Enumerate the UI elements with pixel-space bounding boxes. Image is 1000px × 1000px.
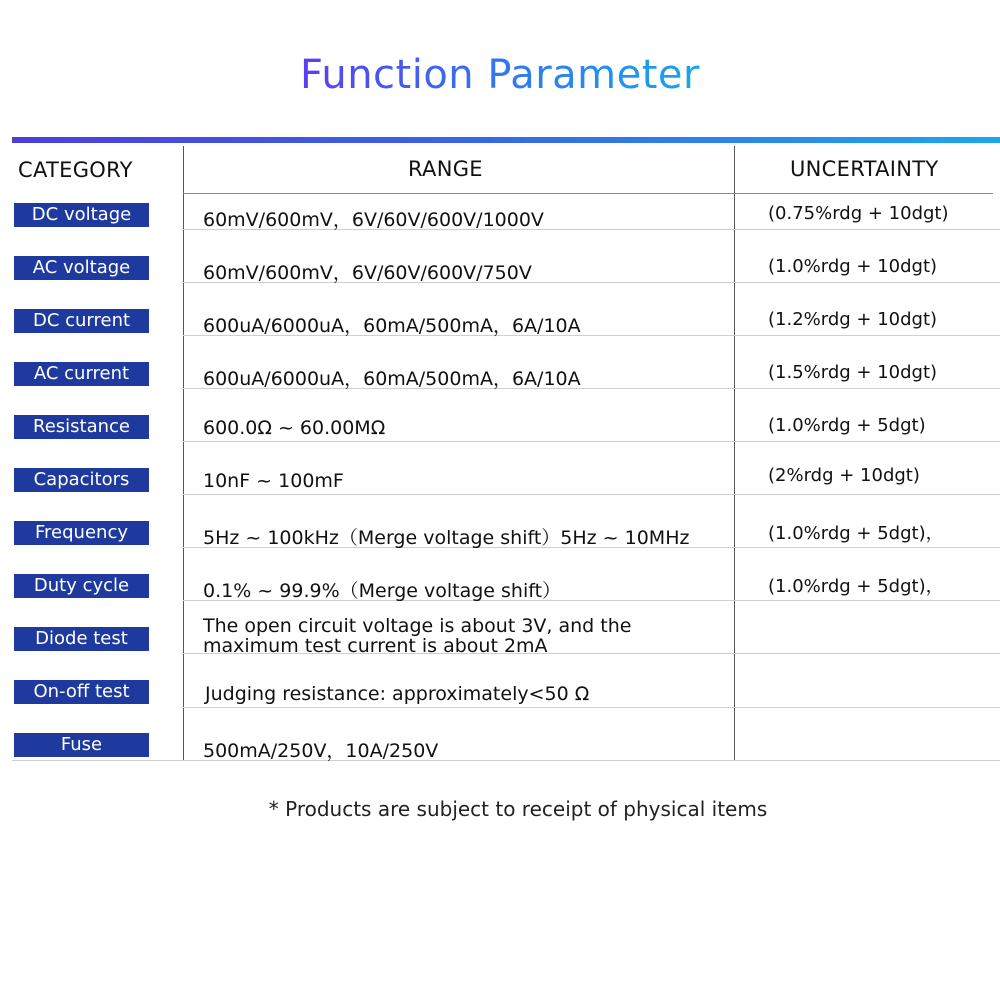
uncertainty-dc-voltage: (0.75%rdg + 10dgt) (768, 203, 949, 224)
column-divider-1 (183, 146, 184, 760)
range-ac-voltage: 60mV/600mV，6V/60V/600V/750V (203, 262, 532, 284)
uncertainty-frequency: (1.0%rdg + 5dgt)， (768, 523, 944, 544)
range-diode-test-line-2: maximum test current is about 2mA (203, 635, 548, 657)
uncertainty-resistance: (1.0%rdg + 5dgt) (768, 415, 926, 436)
uncertainty-dc-current: (1.2%rdg + 10dgt) (768, 309, 938, 330)
range-ac-current: 600uA/6000uA，60mA/500mA，6A/10A (203, 368, 581, 390)
category-label-resistance: Resistance (14, 415, 149, 439)
category-label-diode-test: Diode test (14, 627, 149, 651)
range-dc-current: 600uA/6000uA，60mA/500mA，6A/10A (203, 315, 581, 337)
row-separator (183, 707, 1000, 708)
page-title: Function Parameter (300, 52, 700, 98)
range-dc-voltage: 60mV/600mV，6V/60V/600V/1000V (203, 209, 544, 231)
range-capacitors: 10nF ~ 100mF (203, 470, 344, 492)
uncertainty-capacitors: (2%rdg + 10dgt) (768, 465, 920, 486)
range-resistance: 600.0Ω ~ 60.00MΩ (203, 417, 386, 439)
header-range: RANGE (408, 157, 483, 181)
range-diode-test-line-1: The open circuit voltage is about 3V, and the (203, 615, 632, 637)
footnote: * Products are subject to receipt of physical items (268, 797, 768, 821)
category-label-capacitors: Capacitors (14, 468, 149, 492)
row-separator (12, 760, 1000, 761)
column-divider-2 (734, 146, 735, 760)
range-on-off-test: Judging resistance: approximately<50 Ω (205, 683, 590, 705)
category-label-frequency: Frequency (14, 521, 149, 545)
range-fuse: 500mA/250V，10A/250V (203, 740, 439, 762)
category-label-on-off-test: On-off test (14, 680, 149, 704)
range-duty-cycle: 0.1% ~ 99.9%（Merge voltage shift） (203, 580, 562, 602)
uncertainty-duty-cycle: (1.0%rdg + 5dgt)， (768, 576, 944, 597)
category-label-ac-voltage: AC voltage (14, 256, 149, 280)
title-divider-bar (12, 137, 1000, 143)
row-separator (183, 441, 1000, 442)
category-label-dc-voltage: DC voltage (14, 203, 149, 227)
category-label-dc-current: DC current (14, 309, 149, 333)
category-label-duty-cycle: Duty cycle (14, 574, 149, 598)
uncertainty-ac-voltage: (1.0%rdg + 10dgt) (768, 256, 938, 277)
category-label-ac-current: AC current (14, 362, 149, 386)
uncertainty-ac-current: (1.5%rdg + 10dgt) (768, 362, 938, 383)
range-frequency: 5Hz ~ 100kHz（Merge voltage shift）5Hz ~ 10MHz (203, 527, 690, 549)
header-uncertainty: UNCERTAINTY (790, 157, 939, 181)
row-separator (183, 494, 1000, 495)
category-label-fuse: Fuse (14, 733, 149, 757)
header-underline (183, 193, 993, 194)
header-category: CATEGORY (18, 158, 133, 182)
